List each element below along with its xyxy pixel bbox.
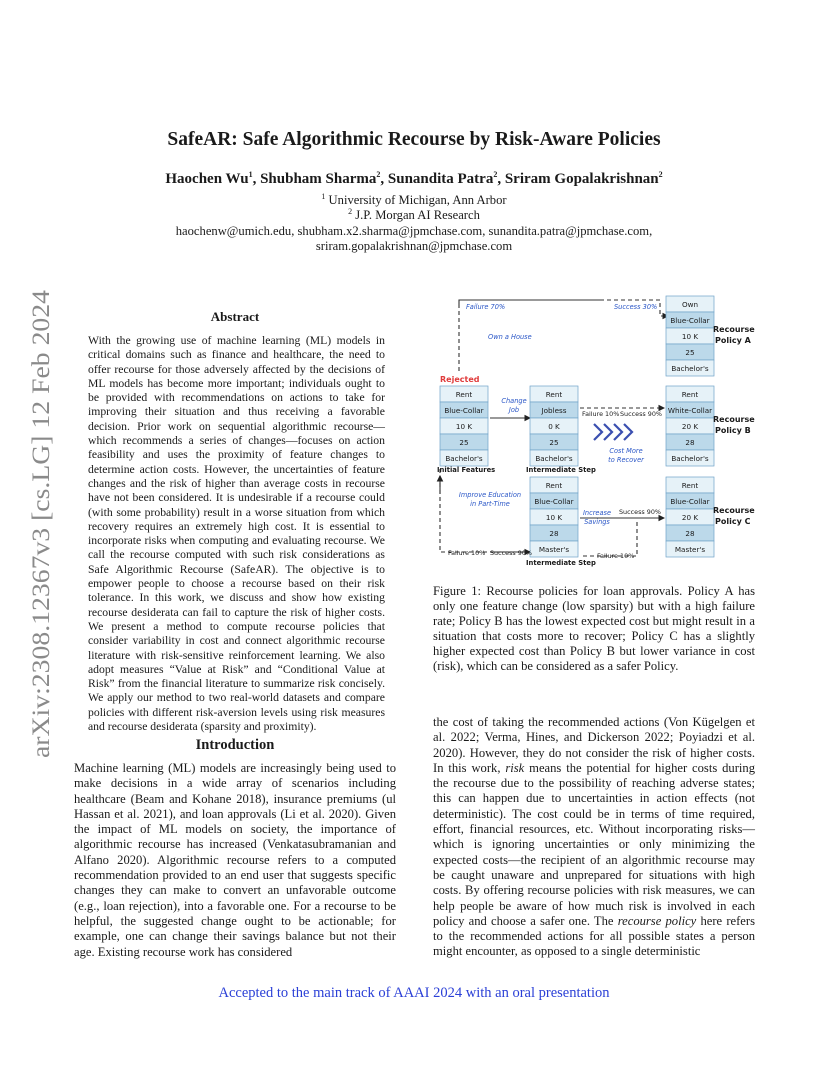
text-run: means the potential for higher costs during the recourse due to the possibility of reaching adverse states; this can happen due to uncertainties in action effects (not deterministic). The cost could be in terms of time required, effort, financial resources, etc. Without incorporating risks—which is ignoring uncertainties or only minimizing the expected costs—the recipient of an algorithmic recourse may be caught unaware and unprepared for situations with high costs. By offering recourse policies with risk measures, we can help people be aware of how much risk is involved in each policy and choose a safer one. The	[433, 760, 755, 928]
stack-policy-b	[666, 386, 714, 466]
stack-initial-features	[440, 386, 488, 466]
affiliation: J.P. Morgan AI Research	[355, 208, 480, 223]
feature-value: 25	[685, 347, 695, 357]
feature-value: Master's	[538, 544, 570, 554]
affiliations	[0, 193, 828, 254]
arrow-edu-failure	[580, 522, 637, 556]
label-success-90-edu: Success 90%	[490, 549, 532, 557]
text-run: here refers to the recommended actions for all possible states a person might encounter, as opposed to a single deterministic	[433, 913, 755, 959]
feature-value: Blue-Collar	[670, 496, 710, 506]
feature-value: 10 K	[681, 331, 699, 341]
feature-value: Rent	[545, 389, 563, 399]
author-sup: 2	[376, 170, 381, 179]
feature-value: 20 K	[681, 421, 699, 431]
label-success-30: Success 30%	[614, 303, 658, 311]
label-policy-c: Recourse Policy C	[713, 506, 755, 526]
author-sup: 1	[248, 170, 253, 179]
arxiv-id: arXiv:2308.12367v3 [cs.LG] 12 Feb 2024	[28, 335, 55, 758]
author-name: Shubham Sharma	[260, 171, 377, 187]
paper-title: SafeAR: Safe Algorithmic Recourse by Risk-Aware Policies	[167, 129, 661, 150]
feature-value: 28	[685, 528, 695, 538]
abstract-text: With the growing use of machine learning (ML) models in critical domains such as finance and healthcare, the need to offer recourse for those adversely affected by the decisions of ML models has become more important; individuals ought to be provided with recommendations on actions to take for improving their situation and thus receiving a favorable decision. Prior work on sequential algorithmic recourse—which recommends a series of changes—focuses on action feasibility and uses the proximity of feature changes to determine action costs. However, the uncertainties of feature changes and the risk of higher than average costs in recourse have not been considered. It is undesirable if a recourse could (with some probability) result in a worse situation from which recovery requires an extremely high cost. It is essential to incorporate risks when computing and evaluating recourse. We call the recourse computed with such risk considerations as Safe Algorithmic Recourse (SafeAR). The objective is to empower people to choose a recourse based on their risk tolerance. In this work, we discuss and show how existing recourse desiderata can fail to capture the risk of higher costs. We present a method to compute recourse policies that consider variability in cost and connect algorithmic recourse literature with risk-sensitive reinforcement learning. We also adopt measures “Value at Risk” and “Conditional Value at Risk” from the financial literature to summarize risk concisely. We apply our method to two real-world datasets and compare policies with different risk-aversion levels using risk measures and recourse desiderata (sparsity and proximity).	[88, 334, 385, 734]
author-name: Sriram Gopalakrishnan	[504, 171, 659, 187]
feature-value: White-Collar	[667, 405, 713, 415]
label-change-job: Change Job	[501, 397, 527, 414]
label-cost-more: Cost More to Recover	[608, 447, 644, 464]
label-initial-features: Initial Features	[437, 466, 496, 474]
affil-sup: 1	[321, 191, 326, 201]
feature-value: Rent	[545, 480, 563, 490]
abstract-heading: Abstract	[210, 309, 260, 324]
label-success-90-b: Success 90%	[620, 410, 662, 418]
feature-value: 10 K	[455, 421, 473, 431]
arrow-improve-education	[440, 469, 530, 552]
feature-value: Rent	[681, 389, 699, 399]
feature-value: Bachelor's	[445, 453, 483, 463]
introduction-text: Machine learning (ML) models are increasingly being used to make decisions in a wide array of scenarios including healthcare (Beam and Kohane 2018), insurance premiums (ul Hassan et al. 2021), and loan approvals (Li et al. 2020). Given the impact of ML models on society, the importance of algorithmic recourse has increased (Venkatasubramanian and Alfano 2020). Algorithmic recourse refers to a computed recommendation provided to an end user that suggests specific changes they can make to convert an unfavorable outcome (e.g., loan rejection), into a favorable one. For a recourse to be helpful, the suggested change ought to be actionable; for example, one can change their savings balance but not their age. Existing recourse work has considered	[74, 761, 396, 959]
cost-more-chevrons	[594, 424, 632, 440]
feature-value: Master's	[674, 544, 706, 554]
feature-value: Bachelor's	[671, 363, 709, 373]
introduction-heading: Introduction	[195, 737, 275, 753]
emails: haochenw@umich.edu, shubham.x2.sharma@jpmchase.com, sunandita.patra@jpmchase.com,	[175, 223, 653, 238]
label-failure-10-edu: Failure 10%	[448, 549, 486, 557]
affil-sup: 2	[348, 207, 353, 217]
author-sup: 2	[658, 170, 663, 179]
text-emphasis: risk	[505, 760, 525, 775]
stack-education	[530, 477, 578, 557]
feature-value: 25	[549, 437, 559, 447]
feature-value: Bachelor's	[671, 453, 709, 463]
feature-value: 10 K	[545, 512, 563, 522]
feature-value: Blue-Collar	[444, 405, 484, 415]
affiliation: University of Michigan, Ann Arbor	[328, 193, 507, 207]
feature-value: Own	[681, 299, 699, 309]
stack-policy-c	[666, 477, 714, 557]
feature-value: Rent	[681, 480, 699, 490]
feature-value: 0 K	[548, 421, 560, 431]
label-policy-b: Recourse Policy B	[713, 415, 755, 435]
figure-caption: Figure 1: Recourse policies for loan approvals. Policy A has only one feature change (low sparsity) but with a high failure rate; Policy B has the lowest expected cost but might result in a situation that costs more to recover; Policy C has a slightly higher expected cost than Policy B but lower variance in cost (risk), which can be considered as a safer Policy.	[433, 584, 755, 673]
label-intermediate-step-1: Intermediate Step	[526, 466, 596, 474]
label-rejected: Rejected	[440, 375, 480, 384]
acceptance-note: Accepted to the main track of AAAI 2024 with an oral presentation	[218, 985, 610, 1001]
stack-jobless	[530, 386, 578, 466]
feature-value: 28	[685, 437, 695, 447]
feature-value: Rent	[455, 389, 473, 399]
label-improve-education: Improve Education in Part-Time	[458, 491, 522, 508]
feature-value: 20 K	[681, 512, 699, 522]
feature-value: Blue-Collar	[534, 496, 574, 506]
feature-value: Blue-Collar	[670, 315, 710, 325]
author-name: Haochen Wu	[165, 171, 249, 187]
feature-value: Jobless	[541, 405, 567, 415]
feature-value: Bachelor's	[535, 453, 573, 463]
label-policy-a: Recourse Policy A	[713, 325, 755, 345]
stack-policy-a	[666, 296, 714, 376]
feature-value: 25	[459, 437, 469, 447]
figure-recourse-policies	[432, 294, 758, 568]
label-failure-10-c: Failure 10%	[597, 552, 635, 560]
right-column-text	[433, 715, 755, 960]
feature-value: 28	[549, 528, 559, 538]
label-increase-savings: Increase Savings	[582, 509, 612, 526]
text-emphasis: recourse policy	[617, 913, 697, 928]
label-success-90-c: Success 90%	[619, 508, 661, 516]
arxiv-stamp	[18, 288, 60, 758]
label-failure-10-b: Failure 10%	[582, 410, 620, 418]
author-list: Haochen Wu$^1$, Shubham Sharma$^2$, Sunandita Patra$^2$, Sriram Gopalakrishnan$^2$	[165, 170, 663, 187]
label-failure-70: Failure 70%	[466, 303, 506, 311]
label-intermediate-step-2: Intermediate Step	[526, 559, 596, 567]
label-own-a-house: Own a House	[488, 333, 532, 341]
author-sup: 2	[493, 170, 498, 179]
text-run: the cost of taking the recommended actions (Von Kügelgen et al. 2022; Verma, Hines, and Dickerson 2022; Poyiadzi et al. 2020). However, they do not consider the risk of higher costs. In this work,	[433, 715, 755, 775]
emails: sriram.gopalakrishnan@jpmchase.com	[315, 238, 513, 253]
author-name: Sunandita Patra	[387, 171, 494, 187]
